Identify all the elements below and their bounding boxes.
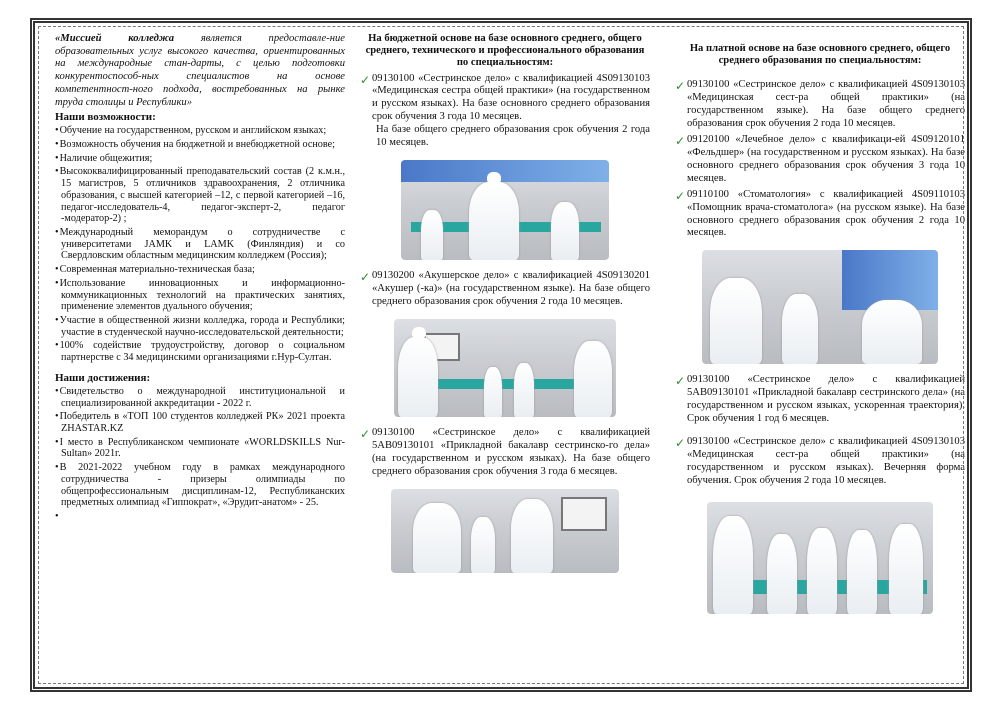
spec-text: 09130100 «Сестринское дело» с квалификацией 4S09130103 «Медицинская сест-ра общей практики» (на государственном языке). На базе общего среднего образования срок обучения 2 года 10 месяцев. — [687, 79, 965, 130]
photo-simulation-class — [391, 489, 619, 573]
column-paid — [675, 33, 965, 679]
list-item: • Обучение на государственном, русском и английском языках; — [55, 125, 345, 137]
photo-midwifery-class — [394, 319, 616, 417]
paid-spec-general-medicine — [675, 134, 965, 186]
spec-text: 09120100 «Лечебное дело» с квалификаци-ей 4S09120101 «Фельдшер» (на государственном и русском языках). На базе основного среднего образования срок обучения 3 года 10 месяцев. — [687, 134, 965, 184]
check-icon: ✓ — [360, 270, 371, 285]
list-item: • Участие в общественной жизни колледжа, города и Республики; участие в студенческой научно-исследовательской деятельности; — [55, 315, 345, 338]
spec-text: 09110100 «Стоматология» с квалификацией 4S09110103 «Помощник врача-стоматолога» (на русском языке). На базе основного среднего образования срок обучения 2 года 10 месяцев. — [687, 188, 965, 239]
opportunities-list — [55, 125, 345, 364]
mission-lead: «Миссией колледжа — [55, 33, 175, 44]
check-icon: ✓ — [675, 436, 686, 451]
budget-spec-nursing-note: На базе общего среднего образования срок обучения 2 года 10 месяцев. — [376, 124, 650, 149]
list-item: • I место в Республиканском чемпионате «WORLDSKILLS Nur-Sultan» 2021г. — [55, 437, 345, 460]
photo-group-class — [707, 502, 933, 614]
list-item: • Победитель в «ТОП 100 студентов колледжей РК» 2021 проекта ZHASTAR.KZ — [55, 411, 345, 434]
list-item: • 100% содействие трудоустройству, договор о социальном партнерстве с 34 медицинскими организациями г.Нур-Султан. — [55, 340, 345, 363]
paid-spec-nursing-evening — [675, 436, 965, 488]
list-item: • Международный меморандум о сотрудничестве с университетами JAMK и LAMK (Финляндия) и со Свердловским областным медицинским колледжем (Россия); — [55, 227, 345, 262]
mission-statement — [55, 33, 345, 109]
column-mission — [55, 33, 345, 679]
list-item: • Высококвалифицированный преподавательский состав (2 к.м.н., 15 магистров, 5 отличников здравоохранения, 2 отличника образования, с высшей категорией –12, с первой категорией –16, педагог-исследователь-4, педагог-эксперт-2, педагог -модератор-2) ; — [55, 166, 345, 225]
list-item: • Наличие общежития; — [55, 153, 345, 165]
check-icon: ✓ — [675, 188, 686, 203]
opportunities-heading: Наши возможности: — [55, 111, 156, 124]
achievements-heading: Наши достижения: — [55, 371, 151, 384]
check-icon: ✓ — [675, 374, 686, 389]
achievements-list — [55, 386, 345, 523]
budget-spec-nursing-bachelor — [360, 427, 650, 479]
list-item: • Свидетельство о международной институциональной и специализированной аккредитации - 2022 г. — [55, 386, 345, 409]
spec-text: 09130100 «Сестринское дело» с квалификацией 5AB09130101 «Прикладной бакалавр сестринского дела» (на государственном и русском языках, ускоренная траектория). Срок обучения 1 год 6 месяцев. — [687, 374, 965, 425]
check-icon: ✓ — [675, 79, 686, 94]
paid-spec-nursing-bachelor — [675, 374, 965, 426]
list-item: • Возможность обучения на бюджетной и внебюджетной основе; — [55, 139, 345, 151]
spec-text: 09130100 «Сестринское дело» с квалификацией 5AB09130101 «Прикладной бакалавр сестринско-го дела» (на государственном и русском языках). На базе общего среднего образования срок обучения 3 года 6 месяцев. — [372, 426, 650, 477]
budget-spec-nursing — [360, 73, 650, 125]
mission-text: является предоставле-ние образовательных услуг высокого качества, ориентированных на международные стан-дарты, с целью подготовки конкурентоспособ-ных специалистов на основе компетентност-ного подхода, востребованных на рынке труда столицы и Республики» — [55, 33, 345, 108]
column-budget — [360, 33, 650, 679]
check-icon: ✓ — [360, 426, 371, 441]
list-item: • Использование инновационных и информационно-коммуникационных технологий на практических занятиях, применение элементов дуального обучения; — [55, 278, 345, 313]
photo-dental-lab — [702, 250, 938, 364]
list-item: • Современная материально-техническая база; — [55, 264, 345, 276]
spec-text: 09130100 «Сестринское дело» с квалификацией 4S09130103 «Медицинская сестра общей практики» (на государственном и русском языках). На базе основного среднего образования срок обучения 3 года 10 месяцев. — [372, 72, 650, 123]
brochure-frame — [30, 18, 972, 692]
spec-text: 09130100 «Сестринское дело» с квалификацией 4S09130103 «Медицинская сест-ра общей практики» (на государственном и русском языках). Вечерняя форма обучения. Срок обучения 2 года 10 месяцев. — [687, 436, 965, 486]
list-item — [55, 511, 345, 523]
paid-spec-dentistry — [675, 189, 965, 241]
budget-spec-midwifery — [360, 270, 650, 309]
list-item: • В 2021-2022 учебном году в рамках международного сотрудничества - призеры олимпиады по общепрофессиональным дисциплинам-12, Республиканских предметных олимпиад «Гиппократ», «Эрудит-анатом» - 25. — [55, 462, 345, 509]
paid-title: На платной основе на базе основного среднего, общего среднего образования по специальностям: — [689, 43, 951, 67]
photo-nursing-class — [401, 160, 609, 260]
paid-spec-nursing — [675, 79, 965, 131]
budget-title: На бюджетной основе на базе основного среднего, общего среднего, технического и профессионального образования по специальностям: — [365, 33, 645, 69]
spec-text: 09130200 «Акушерское дело» с квалификацией 4S09130201 «Акушер (-ка)» (на государственном языке). На базе общего среднего образования срок обучения 2 года 10 месяцев. — [372, 270, 650, 307]
check-icon: ✓ — [360, 72, 371, 87]
check-icon: ✓ — [675, 134, 686, 149]
